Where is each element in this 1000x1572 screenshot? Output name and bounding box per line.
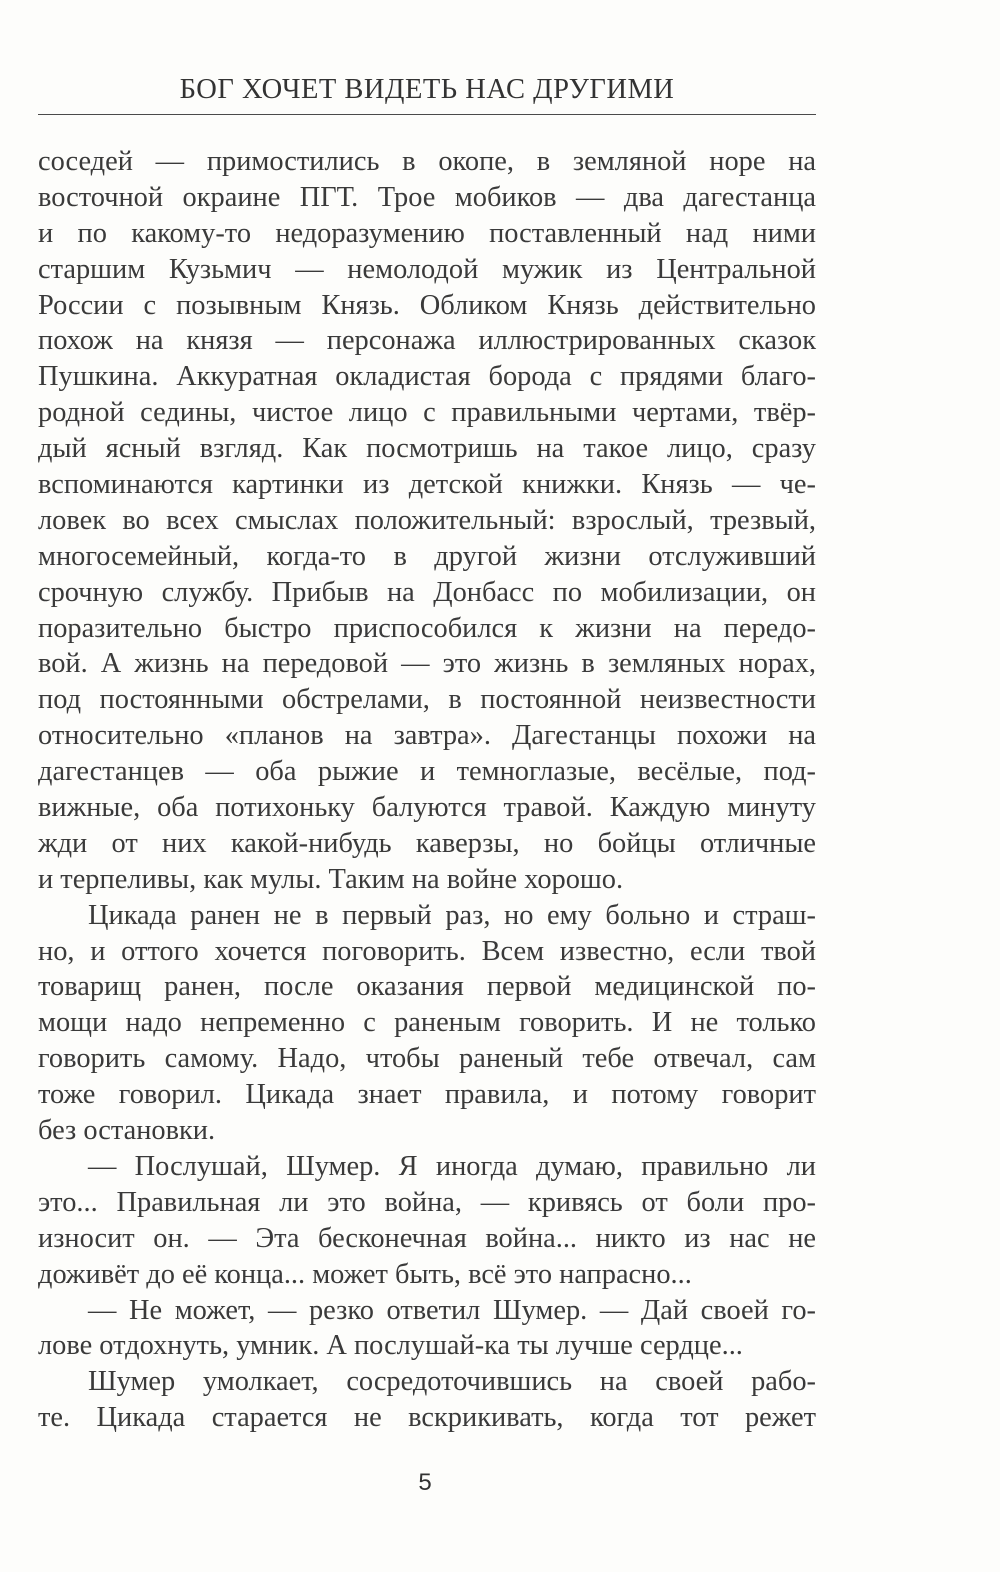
page-number: 5: [418, 1469, 432, 1496]
text-line: старшим Кузьмич — немолодой мужик из Центральной: [38, 253, 816, 285]
text-line: соседей — примостились в окопе, в земляной норе на: [38, 146, 816, 177]
text-line: — Послушай, Шумер. Я иногда думаю, правильно ли: [88, 1150, 816, 1182]
text-line: без остановки.: [38, 1115, 216, 1147]
text-line: вспоминаются картинки из детской книжки. Князь — че-: [38, 469, 816, 501]
text-line: России с позывным Князь. Обликом Князь действительно: [38, 289, 816, 321]
text-line: ловек во всех смыслах положительный: взрослый, трезвый,: [38, 504, 816, 536]
text-line: товарищ ранен, после оказания первой медицинской по-: [38, 971, 816, 1003]
text-line: те. Цикада старается не вскрикивать, когда тот режет: [38, 1402, 816, 1434]
text-line: говорить самому. Надо, чтобы раненый тебе отвечал, сам: [38, 1043, 816, 1075]
running-head: БОГ ХОЧЕТ ВИДЕТЬ НАС ДРУГИМИ: [179, 74, 675, 105]
text-line: тоже говорил. Цикада знает правила, и потому говорит: [38, 1079, 816, 1111]
text-line: многосемейный, когда-то в другой жизни отслуживший: [38, 540, 816, 572]
text-line: вижные, оба потихоньку балуются травой. Каждую минуту: [38, 792, 816, 824]
text-line: дый ясный взгляд. Как посмотришь на такое лицо, сразу: [38, 433, 816, 465]
text-line: Пушкина. Аккуратная окладистая борода с прядями благо-: [38, 361, 816, 393]
text-line: относительно «планов на завтра». Дагестанцы похожи на: [38, 720, 816, 752]
text-line: износит он. — Эта бесконечная война... никто из нас не: [38, 1222, 816, 1254]
text-line: и по какому-то недоразумению поставленный над ними: [38, 217, 816, 249]
text-line: похож на князя — персонажа иллюстрированных сказок: [38, 325, 816, 357]
text-line: лове отдохнуть, умник. А послушай-ка ты лучше сердце...: [38, 1330, 743, 1362]
text-line: Шумер умолкает, сосредоточившись на своей рабо-: [88, 1366, 816, 1398]
text-line: мощи надо непременно с раненым говорить. И не только: [38, 1007, 816, 1039]
text-line: дагестанцев — оба рыжие и темноглазые, весёлые, под-: [38, 756, 816, 788]
header-rule: [38, 114, 816, 115]
text-line: доживёт до её конца... может быть, всё это напрасно...: [38, 1258, 692, 1290]
text-line: поразительно быстро приспособился к жизни на передо-: [38, 612, 816, 644]
text-line: Цикада ранен не в первый раз, но ему больно и страш-: [88, 899, 816, 931]
text-line: и терпеливы, как мулы. Таким на войне хорошо.: [38, 863, 624, 895]
text-line: родной седины, чистое лицо с правильными чертами, твёр-: [38, 397, 816, 429]
text-line: жди от них какой-нибудь каверзы, но бойцы отличные: [38, 827, 816, 859]
text-line: это... Правильная ли это война, — кривясь от боли про-: [38, 1186, 816, 1218]
text-line: — Не может, — резко ответил Шумер. — Дай своей го-: [88, 1294, 816, 1326]
text-line: восточной окраине ПГТ. Трое мобиков — два дагестанца: [38, 181, 816, 213]
body-text: [38, 144, 816, 1436]
text-line: но, и оттого хочется поговорить. Всем известно, если твой: [38, 935, 816, 967]
text-line: срочную службу. Прибыв на Донбасс по мобилизации, он: [38, 576, 816, 608]
text-line: под постоянными обстрелами, в постоянной неизвестности: [38, 684, 816, 716]
text-line: вой. А жизнь на передовой — это жизнь в земляных норах,: [38, 648, 816, 680]
